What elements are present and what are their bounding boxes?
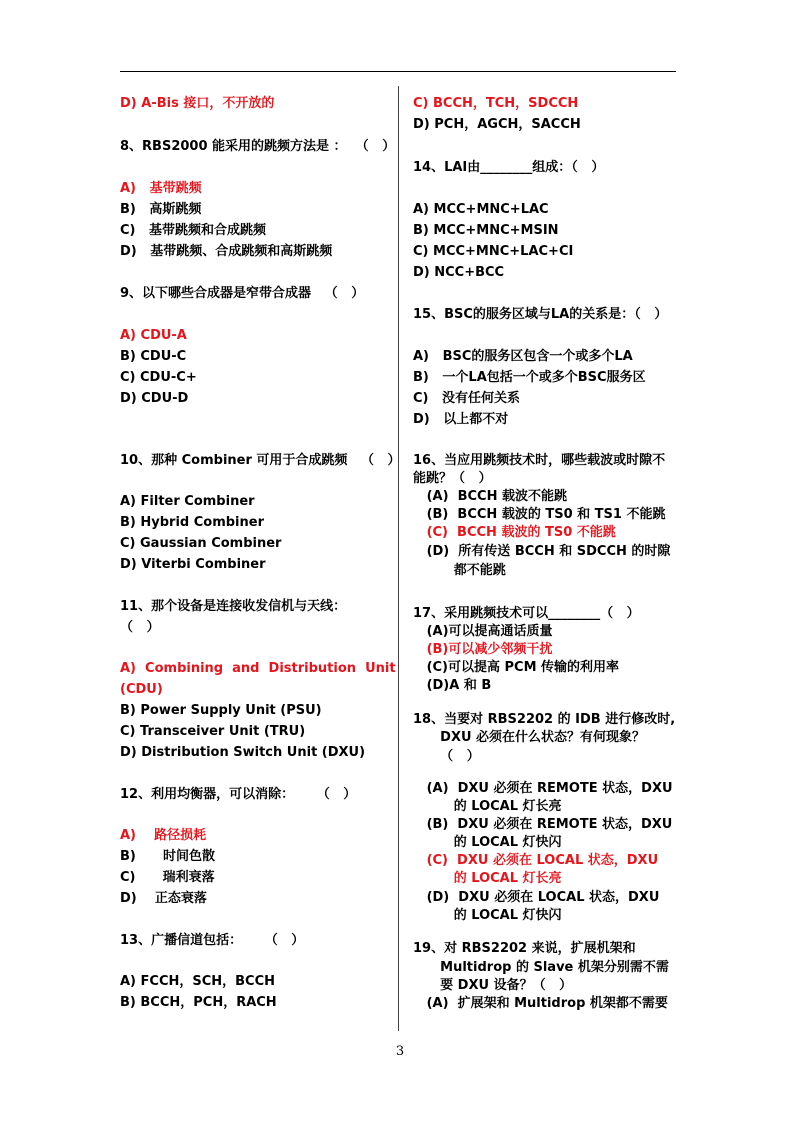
option-a-q10: A) Filter Combiner	[120, 494, 255, 509]
option-c-q9: C) CDU-C+	[120, 370, 197, 385]
question-10: 10、那种 Combiner 可用于合成跳频 （ ）	[120, 453, 401, 468]
question-11: 11、那个设备是连接收发信机与天线：	[120, 599, 347, 614]
option-c-q11: C) Transceiver Unit (TRU)	[120, 724, 306, 739]
option-c-q12: C) 瑞利衰落	[120, 870, 215, 885]
question-18: 18、当要对 RBS2202 的 IDB 进行修改时,	[413, 712, 676, 727]
option-c-q17: (C)可以提高 PCM 传输的利用率	[413, 660, 620, 675]
option-d-q14: D) NCC+BCC	[413, 265, 505, 280]
option-b-q12: B) 时间色散	[120, 849, 216, 864]
answer-option-d-abis: D) A-Bis 接口，不开放的	[120, 96, 275, 111]
option-c-q13: C) BCCH，TCH，SDCCH	[413, 96, 579, 111]
option-b-q17: (B)可以减少邻频干扰	[413, 642, 553, 657]
option-b-q15: B) 一个LA包括一个或多个BSC服务区	[413, 370, 646, 385]
option-b-q13: B) BCCH，PCH，RACH	[120, 995, 277, 1010]
option-a-q11: A) Combining and Distribution Unit	[120, 661, 396, 676]
option-c-q18-cont: 的 LOCAL 灯长亮	[413, 871, 562, 886]
option-c-q10: C) Gaussian Combiner	[120, 536, 282, 551]
question-16-cont: 能跳？（ ）	[413, 471, 492, 486]
option-b-q10: B) Hybrid Combiner	[120, 515, 264, 530]
option-a-q15: A) BSC的服务区包含一个或多个LA	[413, 349, 633, 364]
option-d-q18: (D) DXU 必须在 LOCAL 状态，DXU	[413, 890, 660, 905]
question-15: 15、BSC的服务区域与LA的关系是：（ ）	[413, 307, 668, 322]
option-a-q8: A) 基带跳频	[120, 181, 202, 196]
option-b-q9: B) CDU-C	[120, 349, 187, 364]
option-c-q15: C) 没有任何关系	[413, 391, 521, 406]
option-d-q9: D) CDU-D	[120, 391, 189, 406]
question-19: 19、对 RBS2202 来说，扩展机架和	[413, 941, 636, 956]
option-d-q17: (D)A 和 B	[413, 678, 492, 693]
option-b-q18: (B) DXU 必须在 REMOTE 状态，DXU	[413, 817, 673, 832]
option-b-q16: (B) BCCH 载波的 TS0 和 TS1 不能跳	[413, 507, 666, 522]
question-16: 16、当应用跳频技术时，哪些载波或时隙不	[413, 453, 666, 468]
option-a-q18-cont: 的 LOCAL 灯长亮	[413, 799, 562, 814]
question-18-paren: （ ）	[413, 749, 480, 764]
option-a-q17: (A)可以提高通话质量	[413, 624, 553, 639]
option-d-q15: D) 以上都不对	[413, 412, 509, 427]
option-a-q19: (A) 扩展架和 Multidrop 机架都不需要	[413, 996, 668, 1011]
question-11-cont: （ ）	[120, 620, 160, 635]
option-a-q12: A) 路径损耗	[120, 828, 207, 843]
option-d-q10: D) Viterbi Combiner	[120, 557, 266, 572]
page-number: 3	[395, 1044, 405, 1059]
question-8: 8、RBS2000 能采用的跳频方法是 ： （ ）	[120, 139, 396, 154]
option-d-q11: D) Distribution Switch Unit (DXU)	[120, 745, 366, 760]
option-d-q16: (D) 所有传送 BCCH 和 SDCCH 的时隙	[413, 544, 671, 559]
option-a-q16: (A) BCCH 载波不能跳	[413, 489, 567, 504]
option-a-q18: (A) DXU 必须在 REMOTE 状态，DXU	[413, 781, 673, 796]
option-d-q18-cont: 的 LOCAL 灯快闪	[413, 908, 562, 923]
option-d-q8: D) 基带跳频、合成跳频和高斯跳频	[120, 244, 333, 259]
question-18-cont: DXU 必须在什么状态？有何现象？	[413, 730, 646, 745]
option-c-q16: (C) BCCH 载波的 TS0 不能跳	[413, 525, 616, 540]
question-12: 12、利用均衡器，可以消除： （ ）	[120, 787, 357, 802]
question-14: 14、LAI由________组成：（ ）	[413, 160, 605, 175]
option-b-q14: B) MCC+MNC+MSIN	[413, 223, 559, 238]
option-a-q9: A) CDU-A	[120, 328, 187, 343]
header-rule	[120, 71, 676, 72]
option-b-q11: B) Power Supply Unit (PSU)	[120, 703, 322, 718]
option-d-q12: D) 正态衰落	[120, 891, 207, 906]
option-b-q18-cont: 的 LOCAL 灯快闪	[413, 835, 562, 850]
question-17: 17、采用跳频技术可以________（ ）	[413, 606, 640, 621]
option-c-q14: C) MCC+MNC+LAC+CI	[413, 244, 574, 259]
option-b-q8: B) 高斯跳频	[120, 202, 202, 217]
option-d-q13: D) PCH，AGCH，SACCH	[413, 117, 581, 132]
option-c-q18: (C) DXU 必须在 LOCAL 状态，DXU	[413, 853, 659, 868]
question-19-cont2: 要 DXU 设备？（ ）	[413, 978, 573, 993]
column-divider	[398, 86, 399, 1031]
option-a-q13: A) FCCH，SCH，BCCH	[120, 974, 276, 989]
option-c-q8: C) 基带跳频和合成跳频	[120, 223, 267, 238]
question-9: 9、以下哪些合成器是窄带合成器 （ ）	[120, 286, 365, 301]
question-13: 13、广播信道包括： （ ）	[120, 933, 305, 948]
option-a-q11-cont: (CDU)	[120, 682, 163, 697]
question-19-cont: Multidrop 的 Slave 机架分别需不需	[413, 960, 669, 975]
option-d-q16-cont: 都不能跳	[413, 563, 506, 578]
option-a-q14: A) MCC+MNC+LAC	[413, 202, 549, 217]
